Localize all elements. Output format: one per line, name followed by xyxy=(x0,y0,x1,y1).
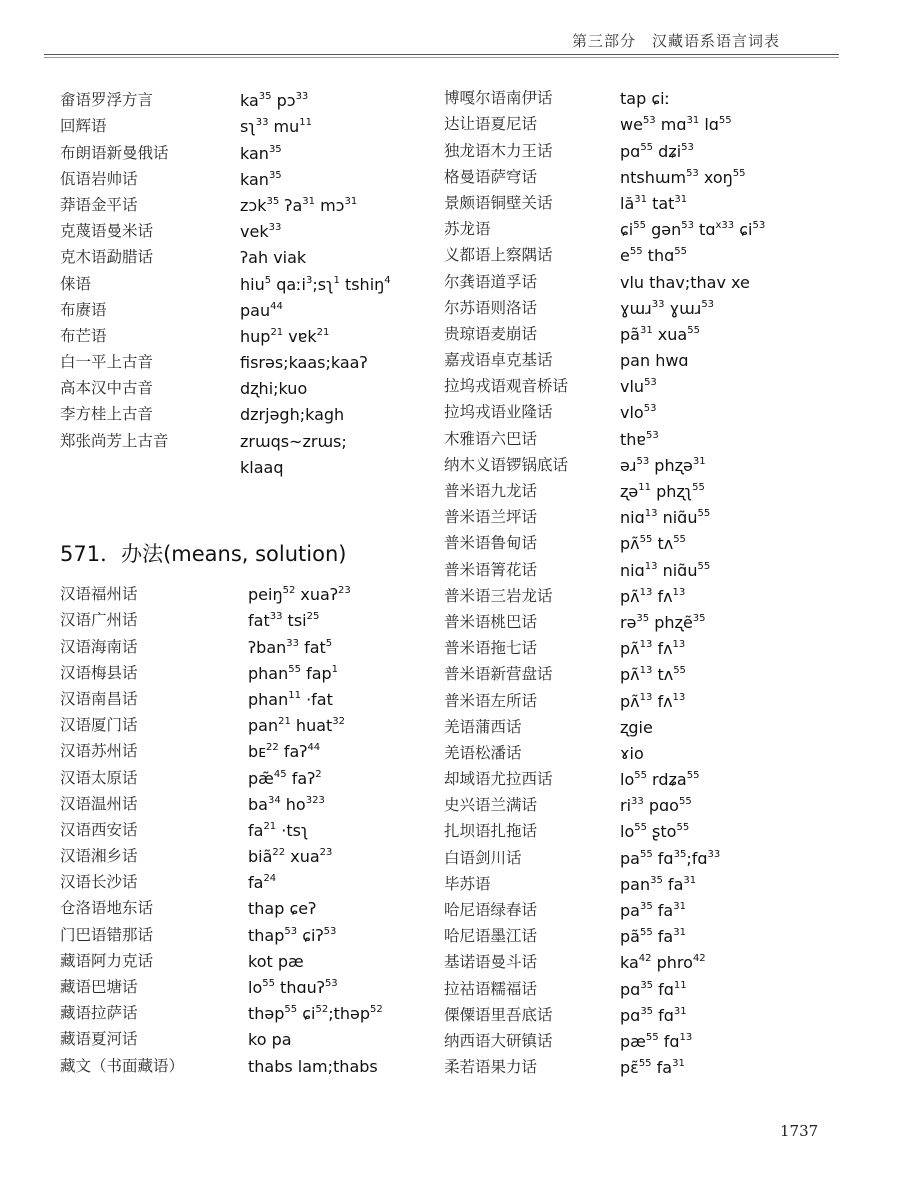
word-form: $ka^{42}$ phro$^{42}$ xyxy=(620,953,706,973)
word-entry xyxy=(60,398,391,424)
header-rule xyxy=(44,54,839,55)
word-entry xyxy=(444,422,765,448)
word-form: pʌ̃$^{13}$ tʌ$^{55}$ xyxy=(620,665,686,685)
word-entry xyxy=(60,918,383,944)
page-number: 1737 xyxy=(780,1122,819,1140)
language-name: 普米语桃巴话 xyxy=(444,612,538,631)
word-entry xyxy=(444,841,765,867)
word-form: rə$^{35}$ phʐẽ$^{35}$ xyxy=(620,612,706,632)
language-name: 柔若语果力话 xyxy=(444,1058,538,1077)
language-name: 扎坝语扎拖话 xyxy=(444,822,538,841)
word-entry xyxy=(444,161,765,187)
word-entry xyxy=(444,370,765,396)
language-name: 普米语三岩龙话 xyxy=(444,586,553,605)
word-form: sʅ$^{33}$ $mu^{11}$ xyxy=(240,117,312,137)
language-name: 普米语拖七话 xyxy=(444,639,538,658)
word-form: thap$^{53}$ ɕiʔ$^{53}$ xyxy=(248,925,337,945)
word-form: niɑ$^{13}$ $niɑ̃u^{55}$ xyxy=(620,508,711,528)
word-entry xyxy=(60,294,391,320)
header-rule-secondary xyxy=(44,57,839,58)
word-form: $e^{55}$ thɑ$^{55}$ xyxy=(620,246,687,266)
word-entry xyxy=(444,737,765,763)
word-form: vek$^{33}$ xyxy=(240,222,282,242)
word-form: $lo^{55}$ thɑuʔ$^{53}$ xyxy=(248,978,338,997)
language-name: 傈僳语里吾底话 xyxy=(444,1005,553,1024)
language-name: 哈尼语墨江话 xyxy=(444,927,538,946)
word-entry xyxy=(60,814,383,840)
language-name: 藏语巴塘话 xyxy=(60,978,138,996)
word-form: əɹ$^{53}$ phʐə$^{31}$ xyxy=(620,455,706,475)
word-form: vlo$^{53}$ xyxy=(620,403,657,423)
language-name: 贵琼语麦崩话 xyxy=(444,324,538,343)
word-entry xyxy=(60,1049,383,1075)
language-name: 拉坞戎语业隆话 xyxy=(444,403,553,422)
word-form: dʐhi;kuo xyxy=(240,379,308,399)
word-entry xyxy=(444,711,765,737)
language-name: 普米语兰坪话 xyxy=(444,508,538,527)
right-column-list xyxy=(444,82,765,1077)
left-column-top-list xyxy=(60,84,391,477)
word-form: dzrjəgh;kagh xyxy=(240,405,345,425)
word-entry xyxy=(60,971,383,997)
language-name: 木雅语六巴话 xyxy=(444,429,538,448)
language-name: 布朗语新曼俄话 xyxy=(60,143,169,162)
word-entry xyxy=(444,920,765,946)
language-name: 俫语 xyxy=(60,274,92,293)
language-name: 拉坞戎语观音桥话 xyxy=(444,377,569,396)
word-form: $pa^{35}$ $fa^{31}$ xyxy=(620,901,686,920)
word-form: pʌ̃$^{13}$ fʌ$^{13}$ xyxy=(620,691,686,711)
language-name: 普米语九龙话 xyxy=(444,482,538,500)
word-entry xyxy=(444,632,765,658)
language-name: 汉语西安话 xyxy=(60,820,138,839)
word-form: hup$^{21}$ vɐk$^{21}$ xyxy=(240,326,330,346)
word-form: $lo^{55}$ rdʑa$^{55}$ xyxy=(620,770,700,790)
word-form: pɑ$^{35}$ fɑ$^{11}$ xyxy=(620,979,687,999)
word-entry xyxy=(444,292,765,318)
language-name: 羌语松潘话 xyxy=(444,743,522,762)
word-entry xyxy=(60,189,391,215)
word-entry xyxy=(444,789,765,815)
language-name: 史兴语兰满话 xyxy=(444,796,538,815)
word-form: peiŋ$^{52}$ xuaʔ$^{23}$ xyxy=(248,585,351,605)
language-name: 藏语拉萨话 xyxy=(60,1004,138,1023)
language-name: 独龙语木力王话 xyxy=(444,141,553,160)
word-form: hiu$^5$ qaːi$^3$;sʅ$^1$ tshiŋ$^4$ xyxy=(240,274,391,294)
word-form: kan$^{35}$ xyxy=(240,143,282,163)
word-entry xyxy=(444,1051,765,1077)
word-form: fat$^{33}$ tsi$^{25}$ xyxy=(248,611,320,631)
word-form: ɕi$^{55}$ gən$^{53}$ tɑ$^{x33}$ ɕi$^{53}$ xyxy=(620,220,766,240)
word-form: phan$^{11}$ ·fat xyxy=(248,689,333,709)
word-entry xyxy=(444,606,765,632)
word-entry xyxy=(60,630,383,656)
word-form: ʔah viak xyxy=(240,248,307,268)
word-entry xyxy=(60,424,391,450)
language-name: 汉语南昌话 xyxy=(60,689,138,708)
word-entry xyxy=(60,657,383,683)
word-form: zrɯqs~zrɯs; xyxy=(240,431,347,451)
language-name: 汉语长沙话 xyxy=(60,873,138,892)
language-name: 门巴语错那话 xyxy=(60,925,154,944)
word-form: pɛ̃$^{55}$ $fa^{31}$ xyxy=(620,1058,685,1078)
word-entry xyxy=(444,475,765,501)
language-name: 嘉戎语卓克基话 xyxy=(444,351,553,370)
word-form: pɑ$^{55}$ dʑi$^{53}$ xyxy=(620,141,694,161)
language-name: 畲语罗浮方言 xyxy=(60,91,154,110)
word-entry xyxy=(60,451,391,477)
word-form: kan$^{35}$ xyxy=(240,169,282,189)
word-entry xyxy=(444,1025,765,1051)
word-form: phan$^{55}$ fap$^1$ xyxy=(248,663,339,683)
language-name: 藏语夏河话 xyxy=(60,1030,138,1049)
word-entry xyxy=(60,866,383,892)
word-form: ʐə$^{11}$ phʐʅ$^{55}$ xyxy=(620,482,705,501)
word-entry xyxy=(444,972,765,998)
word-form: ʐgie xyxy=(620,717,653,737)
word-entry xyxy=(60,709,383,735)
word-form: biã$^{22}$ xua$^{23}$ xyxy=(248,847,333,867)
language-name: 普米语左所话 xyxy=(444,691,538,710)
language-name: 汉语梅县话 xyxy=(60,663,138,682)
word-entry xyxy=(444,108,765,134)
word-form: thap ɕeʔ xyxy=(248,899,317,919)
language-name: 基诺语曼斗话 xyxy=(444,953,538,972)
word-entry xyxy=(60,840,383,866)
word-form: $fa^{21}$ ·tsʅ xyxy=(248,820,309,840)
language-name: 布芒语 xyxy=(60,326,107,345)
language-name: 藏文（书面藏语） xyxy=(60,1056,185,1075)
word-entry xyxy=(444,134,765,160)
word-form: thɐ$^{53}$ xyxy=(620,429,659,449)
word-form: $lă^{31}$ tat$^{31}$ xyxy=(620,193,688,213)
word-entry xyxy=(444,501,765,527)
language-name: 汉语广州话 xyxy=(60,611,138,630)
language-name: 白语剑川话 xyxy=(444,848,522,867)
word-form: pɑ$^{35}$ fɑ$^{31}$ xyxy=(620,1005,687,1025)
word-entry xyxy=(60,267,391,293)
word-entry xyxy=(60,604,383,630)
word-form: pʌ̃$^{13}$ fʌ$^{13}$ xyxy=(620,586,686,606)
language-name: 回辉语 xyxy=(60,117,107,136)
word-form: $pa^{55}$ fɑ$^{35}$;fɑ$^{33}$ xyxy=(620,848,721,868)
language-name: 汉语太原话 xyxy=(60,768,138,787)
word-form: pʌ̃$^{55}$ tʌ$^{55}$ xyxy=(620,534,686,554)
word-entry xyxy=(444,763,765,789)
word-entry xyxy=(60,945,383,971)
word-entry xyxy=(60,735,383,761)
word-entry xyxy=(60,241,391,267)
language-name: 汉语厦门话 xyxy=(60,716,138,735)
word-entry xyxy=(444,553,765,579)
language-name: 却域语尤拉西话 xyxy=(444,770,553,789)
word-entry xyxy=(444,318,765,344)
word-entry xyxy=(444,946,765,972)
word-entry xyxy=(60,320,391,346)
language-name: 普米语箐花话 xyxy=(444,560,538,579)
word-form: tap ɕiː xyxy=(620,89,670,109)
word-entry xyxy=(60,788,383,814)
word-form: $pæ^{55}$ fɑ$^{13}$ xyxy=(620,1031,693,1051)
word-entry xyxy=(444,580,765,606)
word-form: ʔban$^{33}$ fat$^5$ xyxy=(248,637,333,657)
word-entry xyxy=(444,449,765,475)
language-name: 高本汉中古音 xyxy=(60,379,154,398)
language-name: 郑张尚芳上古音 xyxy=(60,431,169,450)
word-entry xyxy=(444,82,765,108)
word-form: vlu$^{53}$ xyxy=(620,377,657,397)
word-entry xyxy=(60,892,383,918)
word-form: $ka^{35}$ pɔ$^{33}$ xyxy=(240,91,309,111)
word-form: pʌ̃$^{13}$ fʌ$^{13}$ xyxy=(620,639,686,659)
word-entry xyxy=(444,239,765,265)
word-entry xyxy=(444,527,765,553)
word-entry xyxy=(60,372,391,398)
word-form: zɔk$^{35}$ ʔa$^{31}$ mɔ$^{31}$ xyxy=(240,195,358,215)
word-entry xyxy=(60,346,391,372)
word-form: pæ̃$^{45}$ faʔ$^2$ xyxy=(248,768,322,788)
language-name: 普米语新营盘话 xyxy=(444,665,553,684)
word-form: thəp$^{55}$ ɕi$^{52}$;thəp$^{52}$ xyxy=(248,1004,383,1024)
word-entry xyxy=(60,84,391,110)
word-form: $we^{53}$ mɑ$^{31}$ lɑ$^{55}$ xyxy=(620,115,732,135)
word-entry xyxy=(444,868,765,894)
left-column-bottom-list xyxy=(60,578,383,1076)
language-name: 汉语福州话 xyxy=(60,585,138,604)
word-form: pau$^{44}$ xyxy=(240,300,283,320)
word-entry xyxy=(444,684,765,710)
word-form: kot pæ xyxy=(248,951,304,971)
word-entry xyxy=(60,215,391,241)
word-form: ɤio xyxy=(620,743,644,763)
section-heading: 571．办法(means, solution) xyxy=(60,542,347,566)
word-form: bᴇ$^{22}$ faʔ$^{44}$ xyxy=(248,742,321,762)
word-entry xyxy=(60,997,383,1023)
language-name: 汉语海南话 xyxy=(60,637,138,656)
word-form: $pã^{31}$ xua$^{55}$ xyxy=(620,324,700,344)
word-entry xyxy=(444,344,765,370)
language-name: 尔苏语则洛话 xyxy=(444,298,538,317)
language-name: 汉语湘乡话 xyxy=(60,847,138,866)
language-name: 景颇语铜壁关话 xyxy=(444,193,553,212)
running-header: 第三部分 汉藏语系语言词表 xyxy=(571,32,780,50)
language-name: 纳木义语锣锅底话 xyxy=(444,455,569,474)
word-entry xyxy=(444,815,765,841)
word-form: $pã^{55}$ $fa^{31}$ xyxy=(620,927,686,947)
word-form: ɣɯɹ$^{33}$ ɣɯɹ$^{53}$ xyxy=(620,298,715,318)
word-entry xyxy=(60,761,383,787)
word-form: klaaq xyxy=(240,457,284,477)
word-form: fisrəs;kaas;kaaʔ xyxy=(240,353,368,373)
language-name: 藏语阿力克话 xyxy=(60,951,154,970)
language-name: 白一平上古音 xyxy=(60,353,154,372)
word-form: vlu thav;thav xe xyxy=(620,272,750,292)
language-name: 义都语上察隅话 xyxy=(444,246,553,265)
word-form: niɑ$^{13}$ $niɑ̃u^{55}$ xyxy=(620,560,711,580)
language-name: 汉语苏州话 xyxy=(60,742,138,761)
language-name: 佤语岩帅话 xyxy=(60,169,138,188)
word-form: ntshɯm$^{53}$ xoŋ$^{55}$ xyxy=(620,167,746,187)
language-name: 毕苏语 xyxy=(444,874,491,893)
word-entry xyxy=(60,683,383,709)
language-name: 哈尼语绿春话 xyxy=(444,901,538,919)
word-form: pan hwɑ xyxy=(620,351,689,371)
word-form: pan$^{35}$ $fa^{31}$ xyxy=(620,874,697,894)
word-entry xyxy=(444,396,765,422)
language-name: 莽语金平话 xyxy=(60,195,138,214)
language-name: 尔龚语道孚话 xyxy=(444,272,538,291)
language-name: 汉语温州话 xyxy=(60,794,138,813)
word-form: $ri^{33}$ pɑo$^{55}$ xyxy=(620,796,692,816)
word-form: pan$^{21}$ huat$^{32}$ xyxy=(248,716,346,736)
language-name: 拉祜语糯福话 xyxy=(444,979,538,998)
word-entry xyxy=(60,1023,383,1049)
word-entry xyxy=(60,163,391,189)
word-form: $lo^{55}$ ʂto$^{55}$ xyxy=(620,822,690,842)
word-entry xyxy=(60,578,383,604)
language-name: 李方桂上古音 xyxy=(60,405,154,424)
word-entry xyxy=(444,894,765,920)
language-name: 达让语夏尼话 xyxy=(444,115,538,134)
word-form: thabs lam;thabs xyxy=(248,1056,378,1076)
language-name: 博嘎尔语南伊话 xyxy=(444,89,553,108)
language-name: 仓洛语地东话 xyxy=(60,899,154,918)
word-form: $fa^{24}$ xyxy=(248,873,277,893)
language-name: 苏龙语 xyxy=(444,220,491,239)
word-form: $ba^{34}$ $ho^{323}$ xyxy=(248,794,325,814)
language-name: 克蔑语曼米话 xyxy=(60,222,154,241)
word-entry xyxy=(60,136,391,162)
word-entry xyxy=(444,213,765,239)
language-name: 普米语鲁甸话 xyxy=(444,534,538,553)
word-entry xyxy=(444,658,765,684)
word-form: ko pa xyxy=(248,1030,292,1050)
language-name: 羌语蒲西话 xyxy=(444,717,522,736)
language-name: 布赓语 xyxy=(60,300,107,319)
word-entry xyxy=(444,187,765,213)
word-entry xyxy=(444,265,765,291)
word-entry xyxy=(60,110,391,136)
word-entry xyxy=(444,999,765,1025)
language-name: 克木语勐腊话 xyxy=(60,248,154,267)
language-name: 纳西语大研镇话 xyxy=(444,1031,553,1050)
language-name: 格曼语萨穹话 xyxy=(444,167,538,186)
